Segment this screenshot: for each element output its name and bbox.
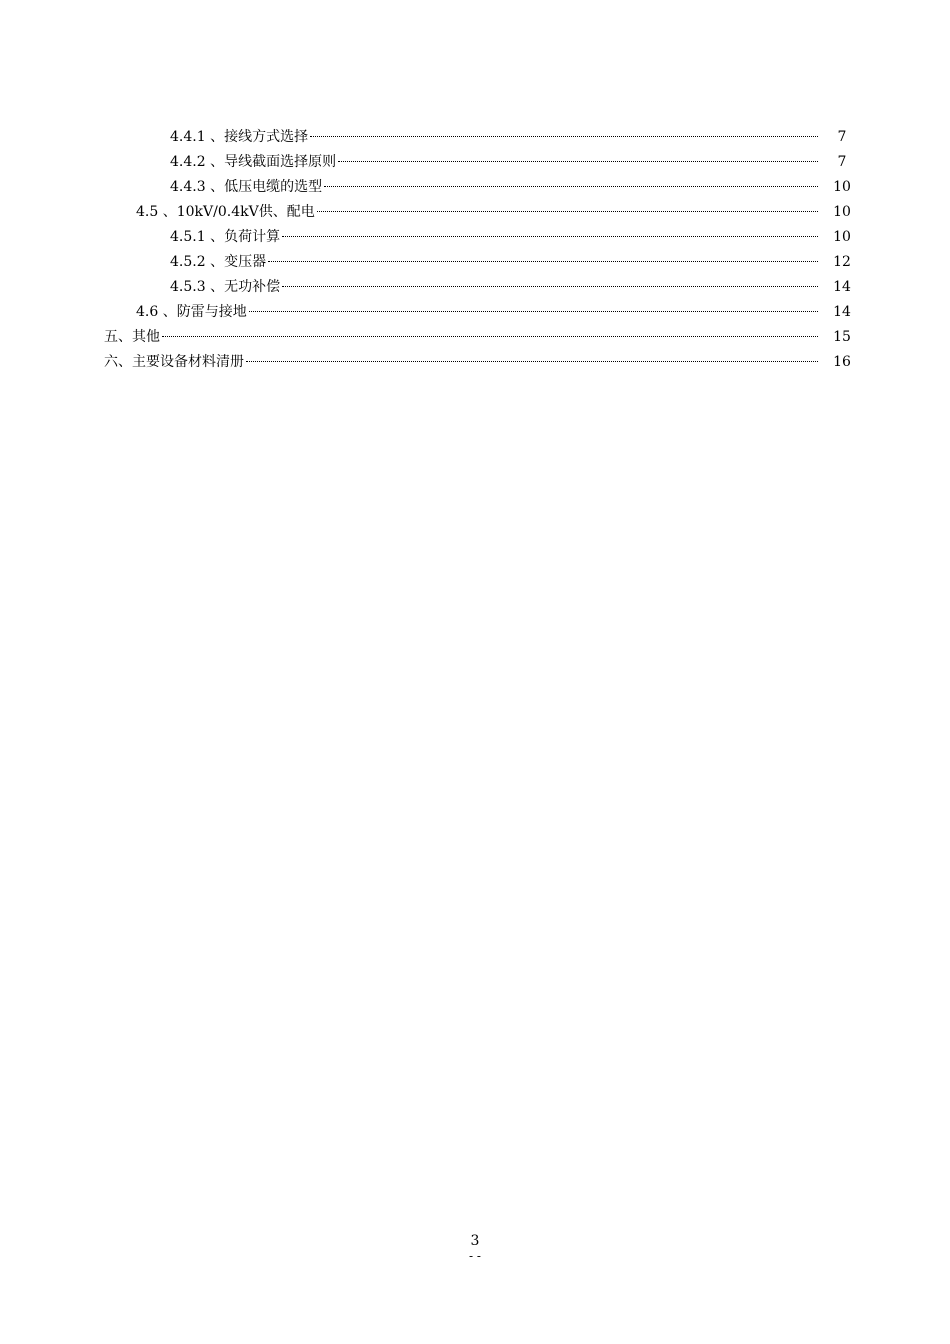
footer-mark: - - bbox=[469, 1249, 481, 1263]
toc-dot-leader bbox=[338, 161, 818, 162]
toc-dot-leader bbox=[249, 311, 818, 312]
toc-entry-title: 4.4.2 、导线截面选择原则 bbox=[170, 154, 337, 170]
toc-entry-4-6[interactable] bbox=[0, 302, 950, 327]
toc-entry-title: 六、主要设备材料清册 bbox=[104, 354, 244, 370]
toc-dot-leader bbox=[324, 186, 818, 187]
toc-entry-title: 4.4.3 、低压电缆的选型 bbox=[170, 179, 323, 195]
toc-entry-page: 7 bbox=[837, 154, 847, 170]
toc-entry-4-4-3[interactable] bbox=[0, 177, 950, 202]
toc-entry-4-5-3[interactable] bbox=[0, 277, 950, 302]
toc-entry-page: 7 bbox=[837, 129, 847, 145]
toc-dot-leader bbox=[162, 336, 818, 337]
toc-dot-leader bbox=[310, 136, 818, 137]
table-of-contents bbox=[0, 127, 950, 377]
toc-dot-leader bbox=[282, 236, 818, 237]
toc-entry-page: 10 bbox=[833, 229, 851, 245]
toc-entry-page: 15 bbox=[833, 329, 851, 345]
toc-entry-page: 14 bbox=[833, 304, 851, 320]
toc-entry-page: 12 bbox=[833, 254, 851, 270]
toc-dot-leader bbox=[282, 286, 818, 287]
toc-entry-page: 10 bbox=[833, 179, 851, 195]
toc-entry-page: 16 bbox=[833, 354, 851, 370]
toc-entry-chapter-6[interactable] bbox=[0, 352, 950, 377]
toc-entry-4-5[interactable] bbox=[0, 202, 950, 227]
toc-entry-page: 14 bbox=[833, 279, 851, 295]
toc-entry-title: 4.5.3 、无功补偿 bbox=[170, 279, 281, 295]
toc-entry-4-4-1[interactable] bbox=[0, 127, 950, 152]
toc-entry-4-4-2[interactable] bbox=[0, 152, 950, 177]
toc-dot-leader bbox=[317, 211, 818, 212]
toc-dot-leader bbox=[246, 361, 818, 362]
toc-entry-4-5-1[interactable] bbox=[0, 227, 950, 252]
toc-entry-4-5-2[interactable] bbox=[0, 252, 950, 277]
toc-entry-title: 4.5.1 、负荷计算 bbox=[170, 229, 281, 245]
toc-entry-title: 五、其他 bbox=[104, 329, 160, 345]
toc-entry-title: 4.5 、10kV/0.4kV供、配电 bbox=[136, 204, 315, 220]
toc-dot-leader bbox=[268, 261, 818, 262]
toc-entry-page: 10 bbox=[833, 204, 851, 220]
page-number: 3 bbox=[470, 1233, 480, 1249]
toc-entry-title: 4.6 、防雷与接地 bbox=[136, 304, 247, 320]
toc-entry-title: 4.5.2 、变压器 bbox=[170, 254, 267, 270]
toc-entry-title: 4.4.1 、接线方式选择 bbox=[170, 129, 309, 145]
toc-entry-chapter-5[interactable] bbox=[0, 327, 950, 352]
